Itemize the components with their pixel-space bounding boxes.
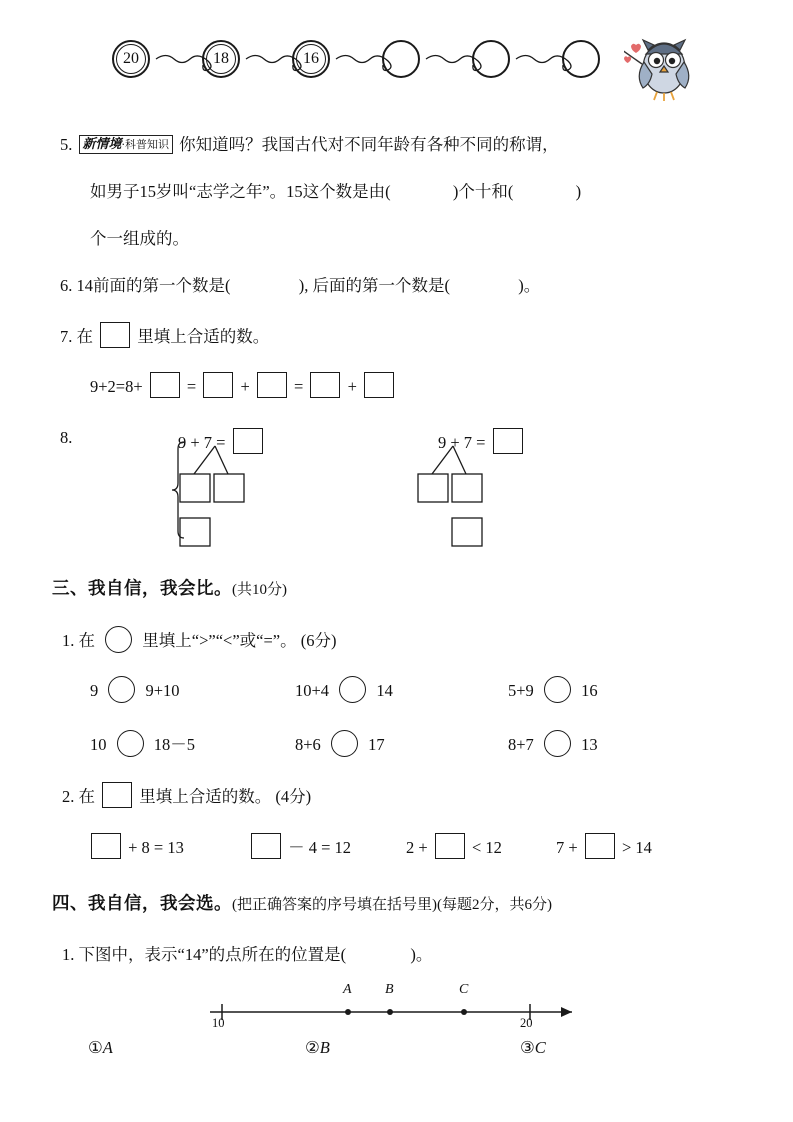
owl-mascot-icon <box>624 24 710 110</box>
question-6-text-a: 14前面的第一个数是( <box>76 276 231 295</box>
blank-box[interactable] <box>100 322 130 348</box>
question-7-equation <box>90 372 397 398</box>
blank-circle[interactable] <box>108 676 135 703</box>
compare-item <box>295 676 393 703</box>
question-8-num-text: 8. <box>60 428 73 447</box>
q2-number: 2. <box>62 787 75 806</box>
blank-circle[interactable] <box>544 730 571 757</box>
compare-right: 17 <box>368 735 385 754</box>
compare-left: 8+6 <box>295 735 321 754</box>
question-6 <box>60 272 540 296</box>
choice-row <box>0 1038 793 1068</box>
blank-box[interactable] <box>251 833 281 859</box>
question-6-text-c: )。 <box>518 276 541 295</box>
question-7-number: 7. <box>60 327 73 346</box>
q1-number: 1. <box>62 631 75 650</box>
compare-right: 14 <box>376 681 393 700</box>
chain-circle: 20 <box>112 40 150 78</box>
number-line-start-label: 10 <box>212 1016 225 1030</box>
compare-left: 8+7 <box>508 735 534 754</box>
compare-left: 5+9 <box>508 681 534 700</box>
compare-left: 9 <box>90 681 99 700</box>
question-5-text-d: 个一组成的。 <box>90 229 189 248</box>
question-5-number: 5. <box>60 135 73 154</box>
compare-item <box>508 730 598 757</box>
choice-label: B <box>319 1038 330 1057</box>
fill-item <box>88 833 184 859</box>
choice-option-3[interactable] <box>520 1038 546 1058</box>
compare-left: 10+4 <box>295 681 330 700</box>
chain-circle-blank[interactable] <box>472 40 510 78</box>
s4-q1-number: 1. <box>62 945 75 964</box>
chain-circle-blank[interactable] <box>562 40 600 78</box>
fill-item <box>406 833 502 859</box>
q1-score: (6分) <box>300 631 337 650</box>
blank-box[interactable] <box>203 372 233 398</box>
fill-pre: 7 + <box>556 838 578 857</box>
question-5-line3 <box>90 225 189 249</box>
question-8-number <box>60 428 72 448</box>
number-line-point-c-label: C <box>459 982 469 997</box>
q1-lead-a: 在 <box>78 631 95 650</box>
q2-lead-b: 里填上合适的数。 <box>139 787 272 806</box>
number-line-end-label: 20 <box>520 1016 533 1030</box>
blank-circle[interactable] <box>117 730 144 757</box>
question-6-text-b: ), 后面的第一个数是( <box>298 276 450 295</box>
section-4-note: (把正确答案的序号填在括号里)(每题2分，共6分) <box>232 897 552 913</box>
question-5-text-b: )个十和( <box>452 182 514 201</box>
question-7-lead-a: 在 <box>76 327 93 346</box>
blank-box[interactable] <box>257 372 287 398</box>
compare-left: 10 <box>90 735 107 754</box>
choice-option-2[interactable] <box>305 1038 330 1058</box>
blank-circle[interactable] <box>544 676 571 703</box>
fill-post: － 4 = 12 <box>288 838 352 857</box>
question-7-lead-b: 里填上合适的数。 <box>137 327 270 346</box>
number-chain <box>108 34 708 96</box>
question-7-prompt <box>60 322 269 348</box>
fill-post: + 8 = 13 <box>128 838 184 857</box>
compare-item <box>90 730 195 757</box>
expr-text: 9 + 7 = <box>438 433 486 452</box>
choice-label: C <box>534 1038 546 1057</box>
blank-box[interactable] <box>91 833 121 859</box>
blank-box[interactable] <box>585 833 615 859</box>
chain-circle: 16 <box>292 40 330 78</box>
choice-marker: ③ <box>520 1038 535 1057</box>
choice-label: A <box>102 1038 113 1057</box>
number-line-point-b-label: B <box>385 982 394 997</box>
section3-q2-prompt <box>62 782 311 808</box>
blank-box[interactable] <box>150 372 180 398</box>
fill-item <box>248 833 351 859</box>
s4-q1-text-a: 下图中，表示“14”的点所在的位置是( <box>78 945 347 964</box>
blank-circle[interactable] <box>331 730 358 757</box>
question-5-text-c: ) <box>575 182 582 201</box>
question-5-line1 <box>60 131 559 155</box>
decomposition-diagram-right <box>405 440 565 560</box>
compare-item <box>295 730 385 757</box>
question-5-text: 你知道吗？我国古代对不同年龄有各种不同的称谓， <box>179 135 559 154</box>
section3-q1-prompt <box>62 626 336 653</box>
question-5-line2 <box>90 178 581 202</box>
tag-sub: ·科普知识 <box>121 138 170 151</box>
choice-marker: ② <box>305 1038 320 1057</box>
section-3-heading <box>52 575 287 600</box>
question-5-tag <box>79 135 174 154</box>
q2-score: (4分) <box>275 787 312 806</box>
fill-post: > 14 <box>621 838 652 857</box>
section-4-title: 四、我自信，我会选。 <box>52 893 232 913</box>
choice-marker: ① <box>88 1038 103 1057</box>
q2-lead-a: 在 <box>78 787 95 806</box>
section-4-heading <box>52 890 552 915</box>
chain-circle: 18 <box>202 40 240 78</box>
question-6-number: 6. <box>60 276 73 295</box>
decomposition-diagram-left <box>170 440 330 560</box>
compare-right: 18－5 <box>153 735 195 754</box>
chain-circle-blank[interactable] <box>382 40 420 78</box>
blank-box[interactable] <box>435 833 465 859</box>
compare-right: 13 <box>581 735 598 754</box>
blank-box[interactable] <box>310 372 340 398</box>
compare-item <box>508 676 598 703</box>
section-3-title: 三、我自信，我会比。 <box>52 578 232 598</box>
blank-box[interactable] <box>364 372 394 398</box>
blank-box[interactable] <box>102 782 132 808</box>
eq-part: + <box>240 377 250 396</box>
fill-pre: 2 + <box>406 838 428 857</box>
fill-item <box>556 833 652 859</box>
eq-part: = <box>294 377 304 396</box>
compare-right: 9+10 <box>145 681 180 700</box>
compare-item <box>90 676 180 703</box>
section-3-score: (共10分) <box>232 582 287 598</box>
fill-post: < 12 <box>471 838 502 857</box>
blank-circle[interactable] <box>105 626 132 653</box>
section4-q1 <box>62 941 432 965</box>
number-line-diagram <box>200 982 590 1046</box>
eq-part: 9+2=8+ <box>90 377 143 396</box>
q1-lead-b: 里填上“>”“<”或“=”。 <box>142 631 297 650</box>
eq-part: = <box>186 377 197 396</box>
choice-option-1[interactable] <box>88 1038 113 1058</box>
expr-text: 9 + 7 = <box>178 433 226 452</box>
number-line-point-a-label: A <box>343 982 352 997</box>
question-5-text-a: 如男子15岁叫“志学之年”。15这个数是由( <box>90 182 391 201</box>
compare-right: 16 <box>581 681 598 700</box>
eq-part: + <box>347 377 357 396</box>
blank-circle[interactable] <box>339 676 366 703</box>
tag-main: 新情境 <box>82 137 122 152</box>
s4-q1-text-b: )。 <box>410 945 433 964</box>
